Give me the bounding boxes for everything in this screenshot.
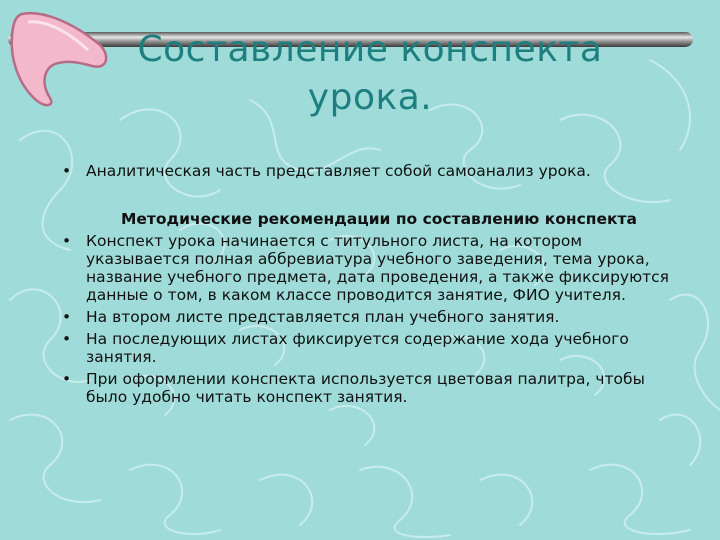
title-line-2: урока.: [307, 77, 433, 118]
bullet-text: На втором листе представляется план учебного занятия.: [86, 308, 560, 326]
bullet-item-intro: [62, 162, 672, 180]
bullet-marker: •: [62, 232, 72, 250]
bullet-marker: •: [62, 162, 72, 180]
bullet-text: При оформлении конспекта используется цветовая палитра, чтобы было удобно читать конспект занятия.: [86, 370, 645, 406]
bullet-text: Конспект урока начинается с титульного листа, на котором указывается полная аббревиатура учебного заведения, тема урока, название учебного предмета, дата проведения, а также фиксируются данные о том, в каком классе проводится занятие, ФИО учителя.: [86, 232, 670, 304]
bullet-item-1: [62, 232, 672, 304]
bullet-marker: •: [62, 370, 72, 388]
title-line-1: Составление конспекта: [137, 29, 603, 70]
bullet-item-4: [62, 370, 672, 406]
slide-content: [62, 162, 672, 410]
bullet-item-2: [62, 308, 672, 326]
bullet-marker: •: [62, 330, 72, 348]
bullet-text: На последующих листах фиксируется содержание хода учебного занятия.: [86, 330, 629, 366]
bullet-item-3: [62, 330, 672, 366]
bullet-marker: •: [62, 308, 72, 326]
slide-title: [90, 26, 650, 122]
bullet-text: Аналитическая часть представляет собой самоанализ урока.: [86, 162, 591, 180]
section-subheading: Методические рекомендации по составлению конспекта: [120, 210, 637, 228]
